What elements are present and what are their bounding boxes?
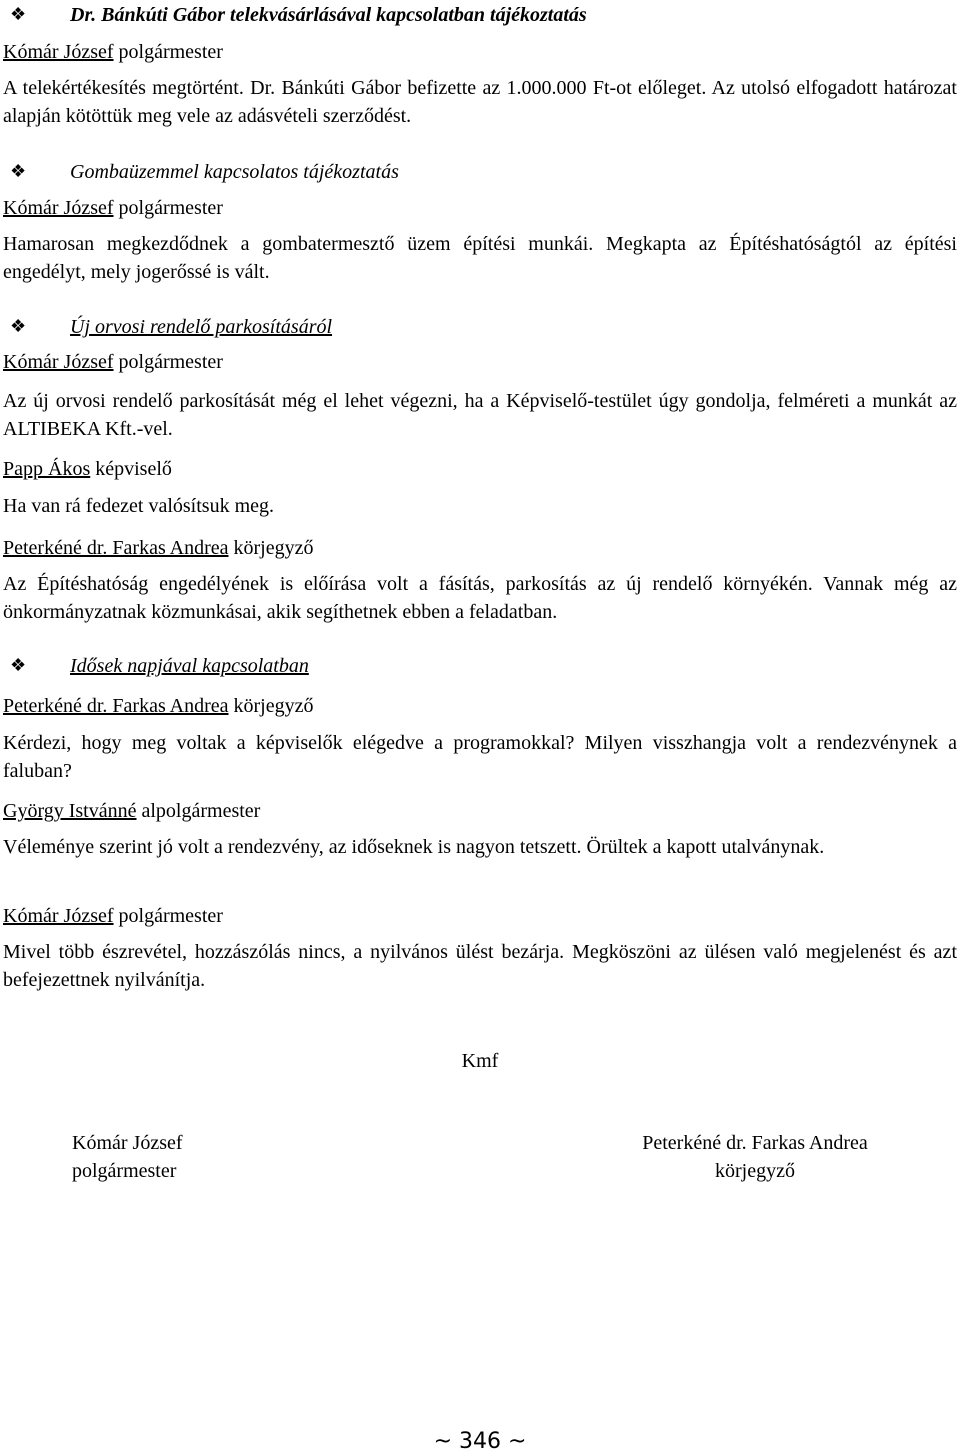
- speaker-name: György Istvánné: [3, 800, 137, 822]
- kmf-label: Kmf: [461, 1050, 499, 1072]
- statement-text: Az Építéshatóság engedélyének is előírása volt a fásítás, parkosítás az új rendelő környékén. Vannak még az önkormányzatnak közmunkásai, akik segíthetnek ebben a feladatban.: [3, 573, 957, 623]
- signature-name: Peterkéné dr. Farkas Andrea: [642, 1132, 868, 1154]
- speaker-role: képviselő: [95, 458, 172, 480]
- speaker-role: körjegyző: [233, 695, 314, 717]
- statement-text: Az új orvosi rendelő parkosítását még el lehet végezni, ha a Képviselő-testület úgy gondolja, felméreti a munkát az ALTIBEKA Kft.-vel.: [3, 390, 957, 440]
- speaker-name: Kómár József: [3, 197, 114, 219]
- speaker-line: [3, 194, 223, 222]
- signature-notary: [610, 1129, 900, 1185]
- page-number: ~ 346 ~: [433, 1429, 527, 1454]
- diamond-bullet-icon: ❖: [10, 655, 27, 675]
- section-heading: ❖ Gombaüzemmel kapcsolatos tájékoztatás: [10, 157, 399, 186]
- signature-role: körjegyző: [715, 1160, 795, 1182]
- statement-text: Kérdezi, hogy meg voltak a képviselők elégedve a programokkal? Milyen visszhangja volt a rendezvénynek a faluban?: [3, 732, 957, 782]
- statement: [3, 833, 957, 861]
- speaker-line: [3, 455, 172, 483]
- speaker-line: [3, 797, 260, 825]
- signature-mayor: [72, 1129, 183, 1185]
- statement: [3, 938, 957, 994]
- speaker-name: Kómár József: [3, 905, 114, 927]
- speaker-role: polgármester: [118, 41, 223, 63]
- speaker-role: polgármester: [118, 905, 223, 927]
- speaker-role: körjegyző: [233, 537, 314, 559]
- statement-text: Véleménye szerint jó volt a rendezvény, az időseknek is nagyon tetszett. Örültek a kapott utalványnak.: [3, 836, 825, 858]
- statement-text: Mivel több észrevétel, hozzászólás nincs, a nyilvános ülést bezárja. Megköszöni az ülésen való megjelenést és azt befejezettnek nyilvánítja.: [3, 941, 957, 991]
- signature-role: polgármester: [72, 1160, 177, 1182]
- speaker-line: [3, 38, 223, 66]
- speaker-name: Papp Ákos: [3, 458, 91, 480]
- statement-text: Hamarosan megkezdődnek a gombatermesztő üzem építési munkái. Megkapta az Építéshatóságtól az építési engedélyt, mely jogerőssé is vált.: [3, 233, 957, 283]
- speaker-line: [3, 902, 223, 930]
- statement: [3, 492, 957, 520]
- speaker-role: polgármester: [118, 351, 223, 373]
- speaker-name: Peterkéné dr. Farkas Andrea: [3, 695, 229, 717]
- speaker-name: Kómár József: [3, 41, 114, 63]
- statement: [3, 729, 957, 785]
- statement-text: Ha van rá fedezet valósítsuk meg.: [3, 495, 275, 517]
- speaker-line: [3, 692, 313, 720]
- statement: [3, 387, 957, 443]
- speaker-line: [3, 348, 223, 376]
- diamond-bullet-icon: ❖: [10, 4, 27, 24]
- statement-text: A telekértékesítés megtörtént. Dr. Bánkúti Gábor befizette az 1.000.000 Ft-ot előleget. Az utolsó elfogadott határozat alapján kötöttük meg vele az adásvételi szerződést.: [3, 77, 957, 127]
- statement: [3, 570, 957, 626]
- speaker-role: polgármester: [118, 197, 223, 219]
- speaker-name: Kómár József: [3, 351, 114, 373]
- section-heading: ❖ Idősek napjával kapcsolatban: [10, 651, 309, 680]
- statement: [3, 74, 957, 130]
- diamond-bullet-icon: ❖: [10, 316, 27, 336]
- speaker-role: alpolgármester: [141, 800, 261, 822]
- speaker-line: [3, 534, 313, 562]
- signature-name: Kómár József: [72, 1132, 183, 1154]
- statement: [3, 230, 957, 286]
- speaker-name: Peterkéné dr. Farkas Andrea: [3, 537, 229, 559]
- diamond-bullet-icon: ❖: [10, 161, 27, 181]
- section-heading: ❖ Dr. Bánkúti Gábor telekvásárlásával kapcsolatban tájékoztatás: [10, 0, 587, 29]
- section-heading: ❖ Új orvosi rendelő parkosításáról: [10, 312, 332, 341]
